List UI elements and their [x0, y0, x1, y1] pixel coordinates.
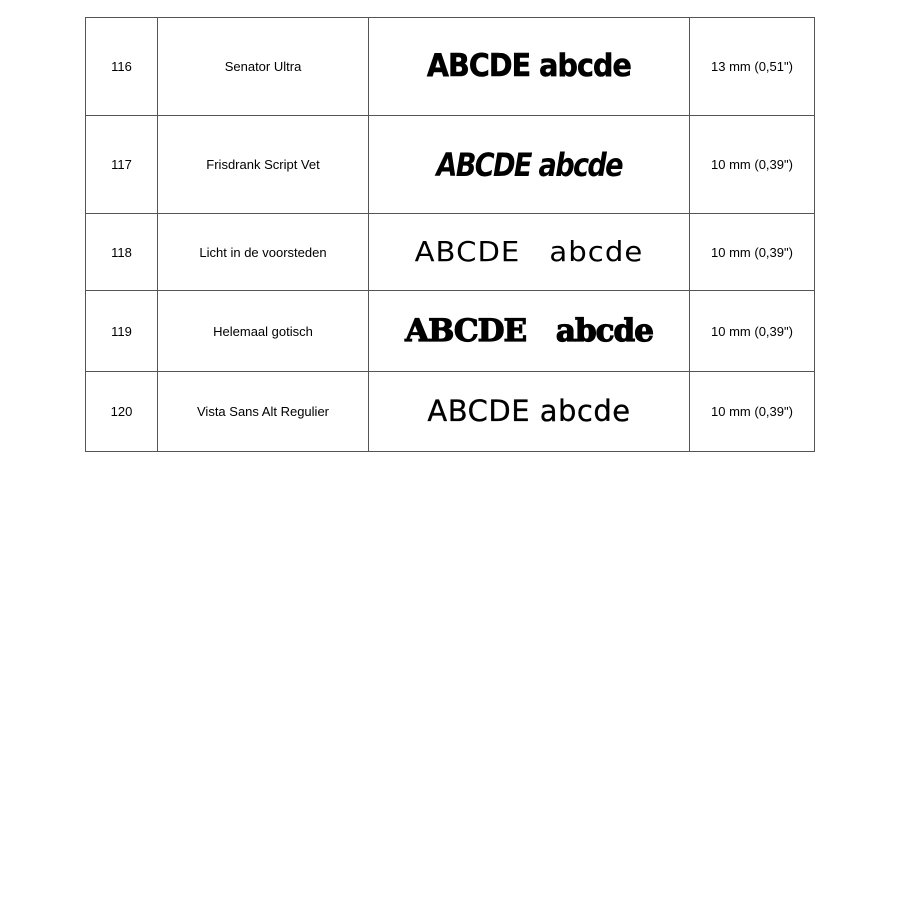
- font-sample-cell: [369, 291, 690, 372]
- font-name: Helemaal gotisch: [158, 291, 369, 372]
- font-table: [85, 17, 815, 452]
- font-name: Licht in de voorsteden: [158, 214, 369, 291]
- font-size: 10 mm (0,39"): [690, 372, 815, 452]
- font-number: 116: [86, 18, 158, 116]
- font-sample-cell: [369, 214, 690, 291]
- font-number: 119: [86, 291, 158, 372]
- font-name: Frisdrank Script Vet: [158, 116, 369, 214]
- font-size: 13 mm (0,51"): [690, 18, 815, 116]
- font-sample: ABCDE abcde: [405, 312, 653, 349]
- table-row: [86, 372, 815, 452]
- font-size: 10 mm (0,39"): [690, 214, 815, 291]
- font-sample-cell: [369, 372, 690, 452]
- font-size: 10 mm (0,39"): [690, 291, 815, 372]
- font-size: 10 mm (0,39"): [690, 116, 815, 214]
- font-number: 120: [86, 372, 158, 452]
- font-number: 118: [86, 214, 158, 291]
- font-sample: ABCDE abcde: [436, 145, 622, 184]
- font-sample: ABCDE abcde: [427, 394, 631, 428]
- font-sample-cell: [369, 18, 690, 116]
- font-name: Senator Ultra: [158, 18, 369, 116]
- font-sample-cell: [369, 116, 690, 214]
- font-sample: ABCDE abcde: [414, 235, 644, 268]
- table-row: [86, 214, 815, 291]
- font-name: Vista Sans Alt Regulier: [158, 372, 369, 452]
- table-row: [86, 291, 815, 372]
- table-row: [86, 18, 815, 116]
- font-sample: ABCDE abcde: [426, 48, 632, 84]
- table-row: [86, 116, 815, 214]
- font-number: 117: [86, 116, 158, 214]
